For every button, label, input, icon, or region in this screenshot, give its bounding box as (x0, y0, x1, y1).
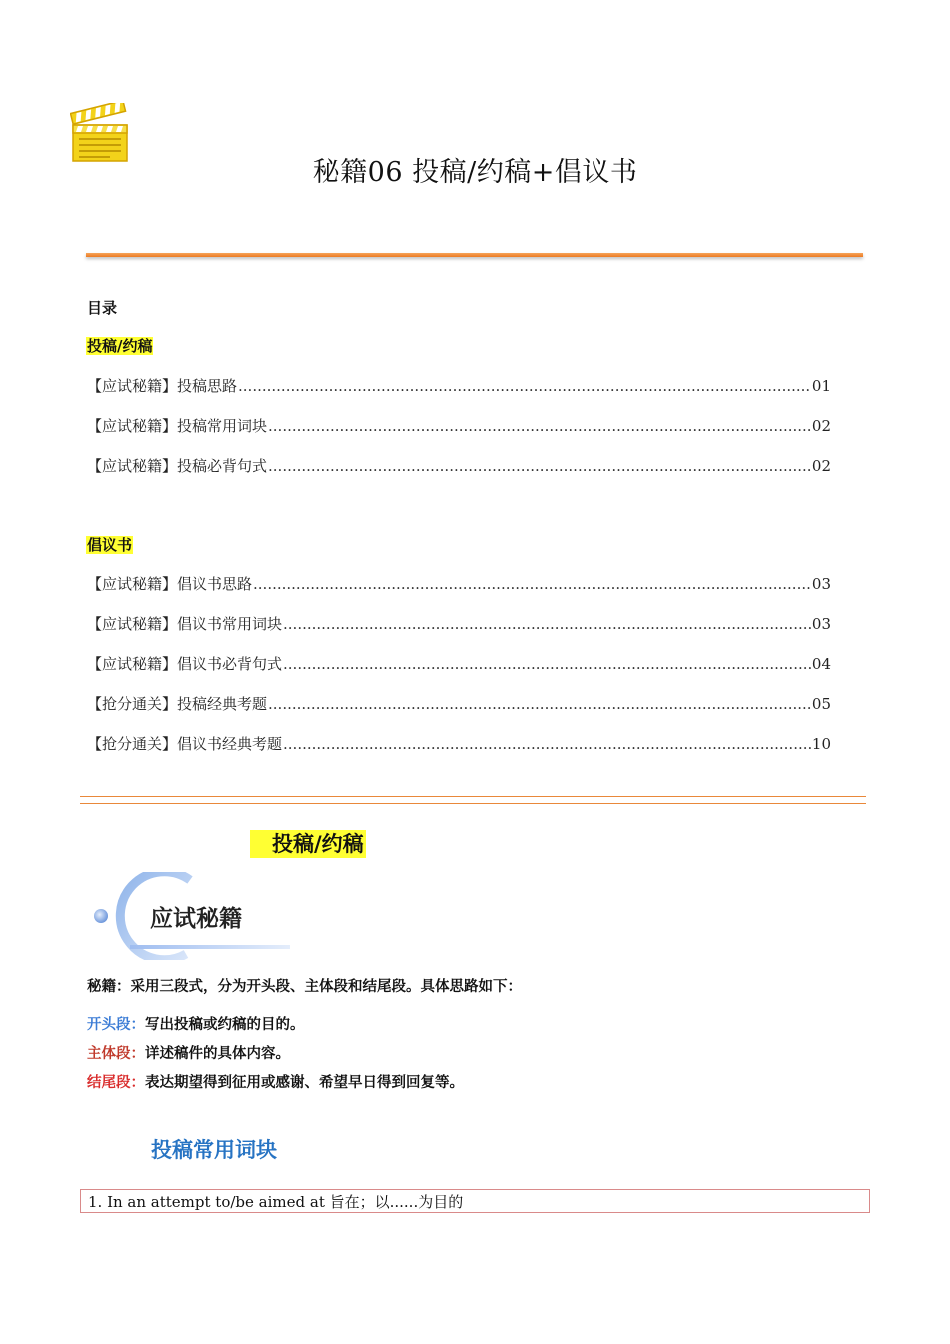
part-body: 主体段：详述稿件的具体内容。 (87, 1046, 290, 1062)
banner-text: 应试秘籍 (150, 906, 242, 932)
part-opening: 开头段：写出投稿或约稿的目的。 (87, 1017, 305, 1033)
toc-item[interactable]: 【应试秘籍】倡议书必背句式 ..... 04 (87, 653, 831, 675)
phrase-box (80, 1189, 870, 1213)
toc-item[interactable]: 【抢分通关】投稿经典考题 ..... 05 (87, 693, 831, 715)
title-divider (86, 253, 863, 257)
toc-item[interactable]: 【应试秘籍】倡议书常用词块 ..... 03 (87, 613, 831, 635)
toc-label: 目录 (87, 299, 118, 317)
toc-section-title: 投稿/约稿 (87, 337, 153, 355)
toc-item[interactable]: 【应试秘籍】投稿必背句式 ..... 02 (87, 455, 831, 477)
exam-tips-banner (90, 872, 295, 960)
toc-item[interactable]: 【抢分通关】倡议书经典考题 ..... 10 (87, 733, 831, 755)
subsection-heading: 投稿常用词块 (151, 1138, 277, 1162)
section-divider-bottom (80, 803, 866, 804)
toc-item[interactable]: 【应试秘籍】投稿常用词块 ..... 02 (87, 415, 831, 437)
phrase-item: 1. In an attempt to/be aimed at 旨在；以......为目的 (88, 1193, 464, 1211)
intro-text: 秘籍：采用三段式，分为开头段、主体段和结尾段。具体思路如下： (87, 979, 522, 995)
toc-item[interactable]: 【应试秘籍】投稿思路 ..... 01 (87, 375, 831, 397)
banner-dot-icon (94, 909, 108, 923)
section-heading: 投稿/约稿 (250, 830, 366, 858)
page-title: 秘籍06 投稿/约稿+倡议书 (312, 157, 638, 188)
toc-item[interactable]: 【应试秘籍】倡议书思路 ..... 03 (87, 573, 831, 595)
part-ending: 结尾段：表达期望得到征用或感谢、希望早日得到回复等。 (87, 1075, 464, 1091)
section-divider-top (80, 796, 866, 797)
toc-section-title: 倡议书 (87, 536, 133, 554)
